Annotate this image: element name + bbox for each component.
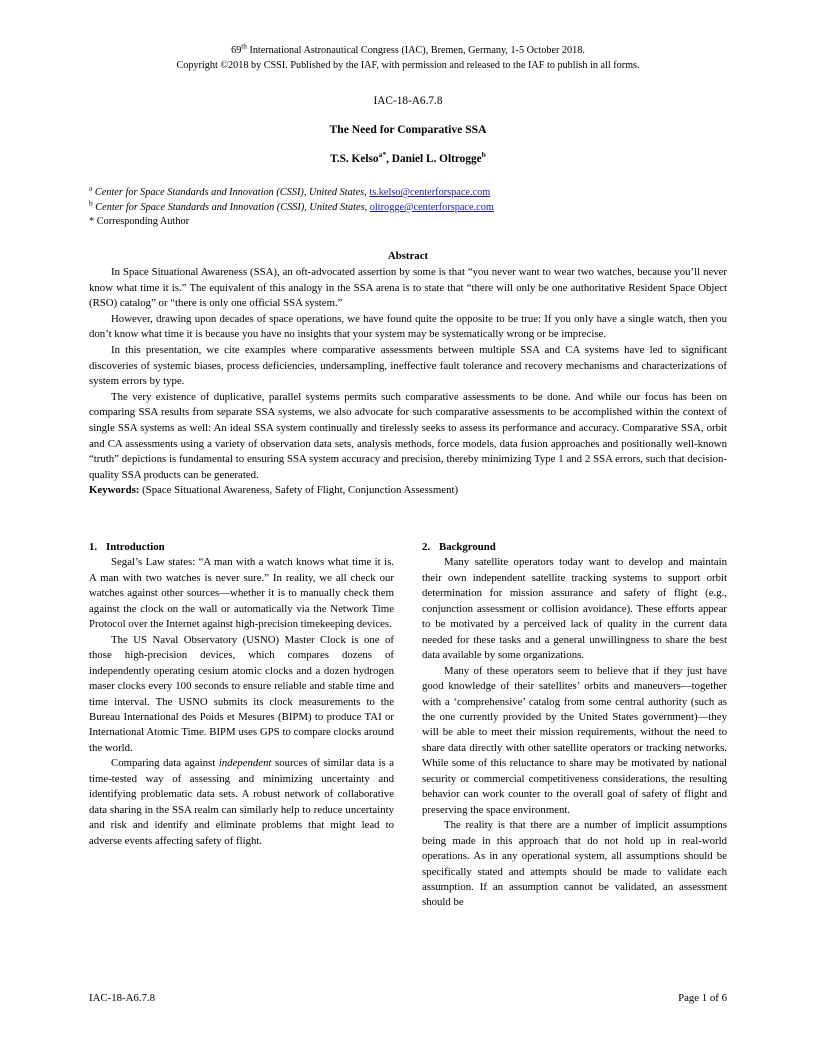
affiliation-marker: a <box>89 183 93 193</box>
affiliation-row <box>89 198 727 216</box>
author-list <box>89 150 727 165</box>
body-paragraph: Many satellite operators today want to develop and maintain their own independent satellite tracking systems to support orbit determination for mission assurance and safety of flight (e.g., conjunction assessment or collision avoidance). These efforts appear to be motivated by a perceived lack of quality in the current data needed for these tasks and a general unwillingness to share the best data available by some organizations. <box>422 556 727 662</box>
header-conference-ordinal: 69 <box>231 45 242 56</box>
page-footer <box>89 992 727 1004</box>
header-copyright-line: Copyright ©2018 by CSSI. Published by the IAF, with permission and released to the IAF to publish in all forms. <box>176 59 640 71</box>
section-title: Background <box>439 541 496 553</box>
section-heading-background <box>422 540 727 555</box>
author-separator: , <box>386 153 392 165</box>
abstract-paragraph: However, drawing upon decades of space operations, we have found quite the opposite to be true: If you only have a single watch, then you don’t know what time it is because you have no insights that your system may be systematically wrong or be imprecise. <box>89 312 727 341</box>
body-columns <box>89 540 727 960</box>
header-ordinal-suffix: th <box>241 42 247 51</box>
affiliation-block <box>89 183 727 230</box>
affiliation-institution: Center for Space Standards and Innovation (CSSI), United States <box>95 201 365 213</box>
affiliation-marker: b <box>89 198 93 208</box>
author-name-primary: T.S. Kelso <box>330 153 379 165</box>
author-affiliation-marker-b: b <box>481 150 486 160</box>
corresponding-author-note: * Corresponding Author <box>89 216 190 228</box>
section-title: Introduction <box>106 541 165 553</box>
body-paragraph: Many of these operators seem to believe that if they just have good knowledge of their satellites’ orbits and maneuvers—together with a ‘comprehensive’ catalog from some central authority (such as the one currently provided by the United States government)—they will be able to meet their mission requirements, without the need to share data directly with other satellite operators or tracking networks. While some of this reluctance to share may be motivated by national security or commercial competitiveness considerations, the resulting behavior can work counter to the overall goal of safety of flight and preserving the space environment. <box>422 664 727 816</box>
abstract-paragraph: The very existence of duplicative, parallel systems permits such comparative assessments to be done. And while our focus has been on comparing SSA results from separate SSA systems, we also advocate for such comparative assessments to be accomplished within the context of single SSA systems as well: An ideal SSA system continually and tirelessly seeks to assess its performance and accuracy. Comparative SSA, orbit and CA assessments using a variety of observation data sets, analysis methods, force models, data fusion approaches and positionally well-known “truth” depictions is fundamental to ensuring SSA system accuracy and precision, thereby minimizing Type 1 and 2 SSA errors, such that decision-quality SSA products can be generated. <box>89 390 727 481</box>
body-paragraph: Segal’s Law states: “A man with a watch knows what time it is. A man with two watches is never sure.” In reality, we all check our watches against other sources—whether it is to manually check them against the clock on the wall or automatically via the Network Time Protocol over the Internet against high-precision timekeeping devices. <box>89 556 394 631</box>
keywords-value: (Space Situational Awareness, Safety of Flight, Conjunction Assessment) <box>139 484 459 497</box>
affiliation-row <box>89 183 727 201</box>
page-title: The Need for Comparative SSA <box>329 123 487 136</box>
footer-page-number: Page 1 of 6 <box>678 992 727 1004</box>
emphasized-term: independent <box>218 757 272 770</box>
abstract-heading: Abstract <box>387 250 429 262</box>
paragraph-text-post: sources of similar data is a time-tested way of assessing and minimizing uncertainty and identifying problematic data sets. A robust network of collaborative data sharing in the SSA realm can similarly help to reduce uncertainty and risk and identify and eliminate problems that might lead to adverse events affecting safety of flight. <box>89 757 394 847</box>
abstract-paragraph: In Space Situational Awareness (SSA), an oft-advocated assertion by some is that “you never want to wear two watches, because you’ll never know what time it is.” The equivalent of this analogy in the SSA arena is to state that “there will only be one authoritative Resident Space Object (RSO) catalog” or “there is only one official SSA system.” <box>89 266 727 310</box>
body-paragraph <box>89 756 394 849</box>
paper-identifier: IAC-18-A6.7.8 <box>373 95 443 107</box>
column-left <box>89 540 394 849</box>
author-email-link-primary[interactable]: ts.kelso@centerforspace.com <box>369 187 491 198</box>
header-conference-line <box>89 44 727 59</box>
author-email-link-secondary[interactable]: oltrogge@centerforspace.com <box>369 201 494 213</box>
header-conference-text: International Astronautical Congress (IAC), Bremen, Germany, 1-5 October 2018. <box>246 45 585 56</box>
page-header <box>89 44 727 73</box>
section-heading-introduction <box>89 540 394 555</box>
author-affiliation-marker-a: a* <box>378 150 387 160</box>
keywords-line <box>89 483 727 499</box>
abstract-paragraph: In this presentation, we cite examples where comparative assessments between multiple SSA and CA systems have led to significant discoveries of systemic biases, process deficiencies, undersampling, ineffective fault tolerance and recovery mechanisms and characterizations of system errors by type. <box>89 343 727 388</box>
abstract-body <box>89 265 727 499</box>
keywords-label: Keywords: <box>89 484 140 497</box>
affiliation-separator: , <box>364 187 370 198</box>
author-name-secondary: Daniel L. Oltrogge <box>391 153 482 165</box>
column-right <box>422 540 727 911</box>
affiliation-institution: Center for Space Standards and Innovation (CSSI), United States <box>94 187 365 198</box>
section-number: 2. <box>422 541 431 553</box>
body-paragraph: The US Naval Observatory (USNO) Master Clock is one of those high-precision devices, which compares dozens of independently operating cesium atomic clocks and a dozen hydrogen maser clocks every 100 seconds to ensure reliable and stable time and time interval. The USNO submits its clock measurements to the Bureau International des Poids et Mesures (BIPM) to produce TAI or International Atomic Time. BIPM uses GPS to compare clocks around the world. <box>89 633 394 754</box>
affiliation-separator: , <box>364 201 370 213</box>
section-number: 1. <box>89 541 98 553</box>
footer-paper-id: IAC-18-A6.7.8 <box>89 992 155 1004</box>
paragraph-text-pre: Comparing data against <box>111 757 219 770</box>
body-paragraph: The reality is that there are a number of implicit assumptions being made in this approach that do not hold up in real-world operations. As in any operational system, all assumptions should be specifically stated and attempts should be made to validate each assumption. If an assumption cannot be validated, an assessment should be <box>422 819 727 909</box>
